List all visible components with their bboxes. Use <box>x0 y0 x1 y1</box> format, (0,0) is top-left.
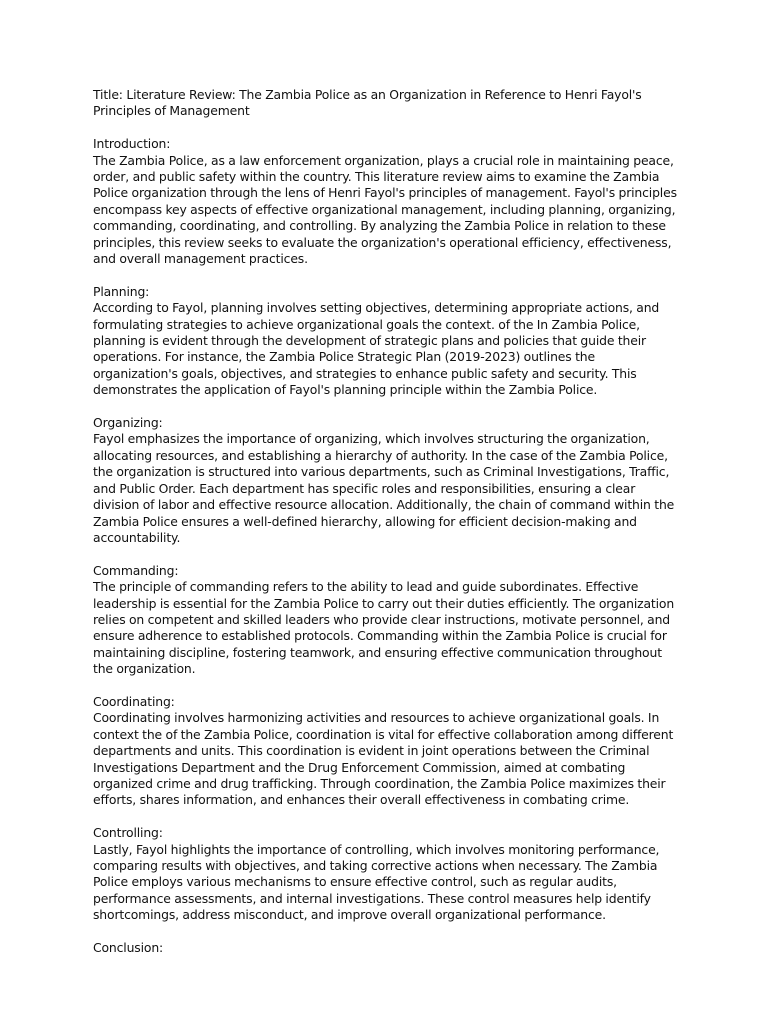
document-title: Title: Literature Review: The Zambia Police as an Organization in Reference to Henri Fayol's Principles of Management <box>93 87 642 119</box>
section-coordinating <box>93 694 683 809</box>
section-organizing <box>93 415 683 546</box>
section-introduction <box>93 136 683 267</box>
section-paragraph: Coordinating involves harmonizing activities and resources to achieve organizational goals. In context the of the Zambia Police, coordination is vital for effective collaboration among different departments and units. This coordination is evident in joint operations between the Criminal Investigations Department and the Drug Enforcement Commission, aimed at combating organized crime and drug trafficking. Through coordination, the Zambia Police maximizes their efforts, shares information, and enhances their overall effectiveness in combating crime. <box>93 710 674 808</box>
section-heading: Coordinating: <box>93 693 175 709</box>
section-paragraph: The principle of commanding refers to the ability to lead and guide subordinates. Effective leadership is essential for the Zambia Police to carry out their duties efficiently. The organization relies on competent and skilled leaders who provide clear instructions, motivate personnel, and ensure adherence to established protocols. Commanding within the Zambia Police is crucial for maintaining discipline, fostering teamwork, and ensuring effective communication throughout the organization. <box>93 579 675 677</box>
section-planning <box>93 284 683 399</box>
section-paragraph: Lastly, Fayol highlights the importance of controlling, which involves monitoring performance, comparing results with objectives, and taking corrective actions when necessary. The Zambia Police employs various mechanisms to ensure effective control, such as regular audits, performance assessments, and internal investigations. These control measures help identify shortcomings, address misconduct, and improve overall organizational performance. <box>93 841 660 923</box>
section-paragraph: According to Fayol, planning involves setting objectives, determining appropriate actions, and formulating strategies to achieve organizational goals the context. of the In Zambia Police, planning is evident through the development of strategic plans and policies that guide their operations. For instance, the Zambia Police Strategic Plan (2019-2023) outlines the organization's goals, objectives, and strategies to enhance public safety and security. This demonstrates the application of Fayol's planning principle within the Zambia Police. <box>93 300 660 398</box>
section-commanding <box>93 563 683 678</box>
section-heading: Introduction: <box>93 136 171 152</box>
section-heading: Conclusion: <box>93 940 164 956</box>
section-paragraph: Fayol emphasizes the importance of organizing, which involves structuring the organization, allocating resources, and establishing a hierarchy of authority. In the case of the Zambia Police, the organization is structured into various departments, such as Criminal Investigations, Traffic, and Public Order. Each department has specific roles and responsibilities, ensuring a clear division of labor and effective resource allocation. Additionally, the chain of command within the Zambia Police ensures a well-defined hierarchy, allowing for efficient decision-making and accountability. <box>93 431 675 545</box>
section-heading: Commanding: <box>93 562 179 578</box>
section-controlling <box>93 825 683 923</box>
section-conclusion <box>93 940 683 956</box>
section-heading: Organizing: <box>93 415 163 431</box>
document-body <box>93 87 683 973</box>
section-paragraph: The Zambia Police, as a law enforcement organization, plays a crucial role in maintaining peace, order, and public safety within the country. This literature review aims to examine the Zambia Police organization through the lens of Henri Fayol's principles of management. Fayol's principles encompass key aspects of effective organizational management, including planning, organizing, commanding, coordinating, and controlling. By analyzing the Zambia Police in relation to these principles, this review seeks to evaluate the organization's operational efficiency, effectiveness, and overall management practices. <box>93 152 677 267</box>
section-heading: Controlling: <box>93 825 163 841</box>
section-heading: Planning: <box>93 283 150 299</box>
